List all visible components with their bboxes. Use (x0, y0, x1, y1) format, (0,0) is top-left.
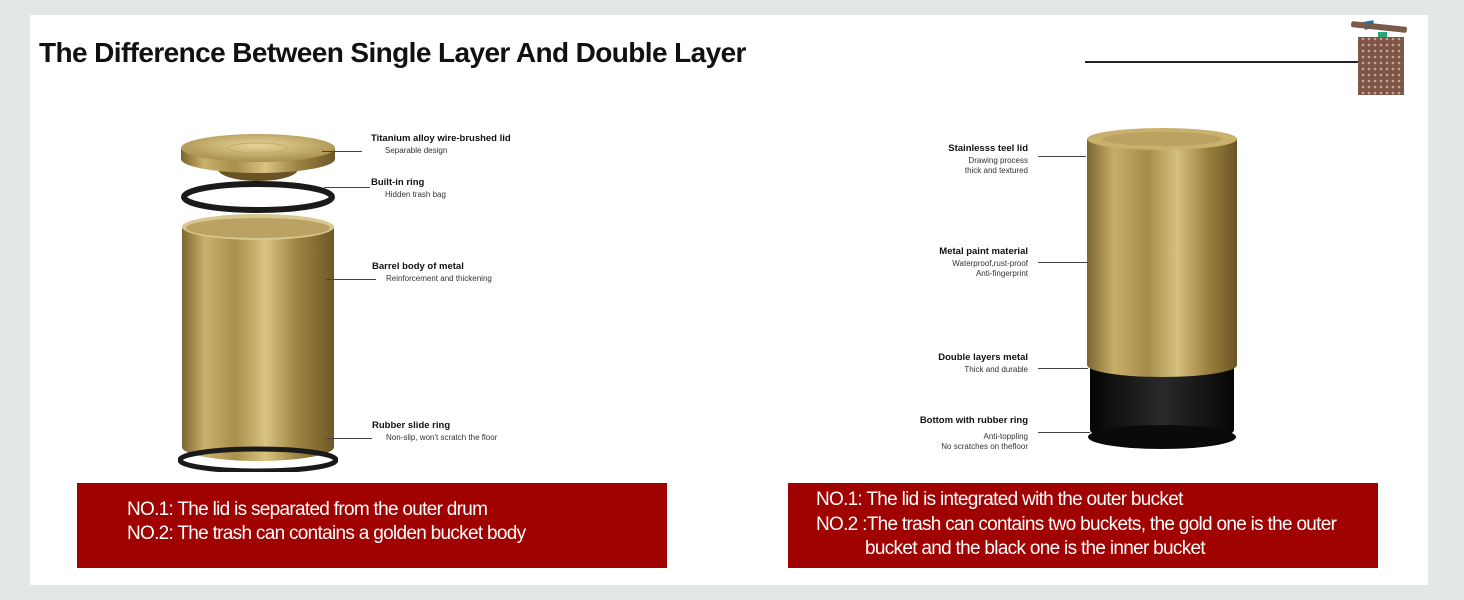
leader-line (1038, 262, 1088, 263)
page-title: The Difference Between Single Layer And Double Layer (39, 37, 746, 68)
note-line: NO.2: The trash can contains a golden bucket body (127, 523, 526, 544)
leader-line (1038, 432, 1090, 433)
leader-line (324, 187, 370, 188)
double-layer-notes (788, 483, 1378, 568)
leader-line (326, 438, 372, 439)
title-divider (1085, 61, 1363, 63)
stainless-lid-label: Stainlesss teel lid Drawing process thick and textured (948, 143, 1028, 175)
note-line: NO.2 :The trash can contains two buckets, the gold one is the outer (816, 514, 1337, 535)
body-label: Barrel body of metal Reinforcement and thickening (372, 261, 492, 283)
comparison-card (30, 15, 1428, 585)
bottom-ring-label: Bottom with rubber ring Anti-toppling No scratches on thefloor (919, 415, 1028, 451)
double-layers-label: Double layers metal Thick and durable (938, 352, 1028, 374)
lid-label: Titanium alloy wire-brushed lid Separable design (371, 133, 511, 155)
single-layer-notes (77, 483, 667, 568)
rubber-ring-label: Rubber slide ring Non-slip, won't scratch the floor (372, 420, 498, 442)
leader-line (1038, 368, 1088, 369)
note-line: NO.1: The lid is separated from the outer drum (127, 499, 488, 520)
note-line: NO.1: The lid is integrated with the outer bucket (816, 489, 1183, 510)
leader-line (326, 279, 376, 280)
leader-line (322, 151, 362, 152)
leader-line (1038, 156, 1086, 157)
double-layer-bin-image (1084, 125, 1240, 455)
trash-bin-icon (1348, 18, 1410, 96)
note-line: bucket and the black one is the inner bucket (865, 538, 1205, 559)
metal-paint-label: Metal paint material Waterproof,rust-proof Anti-fingerprint (939, 246, 1028, 278)
ring-label: Built-in ring Hidden trash bag (371, 177, 446, 199)
single-layer-bin-image (178, 127, 338, 472)
